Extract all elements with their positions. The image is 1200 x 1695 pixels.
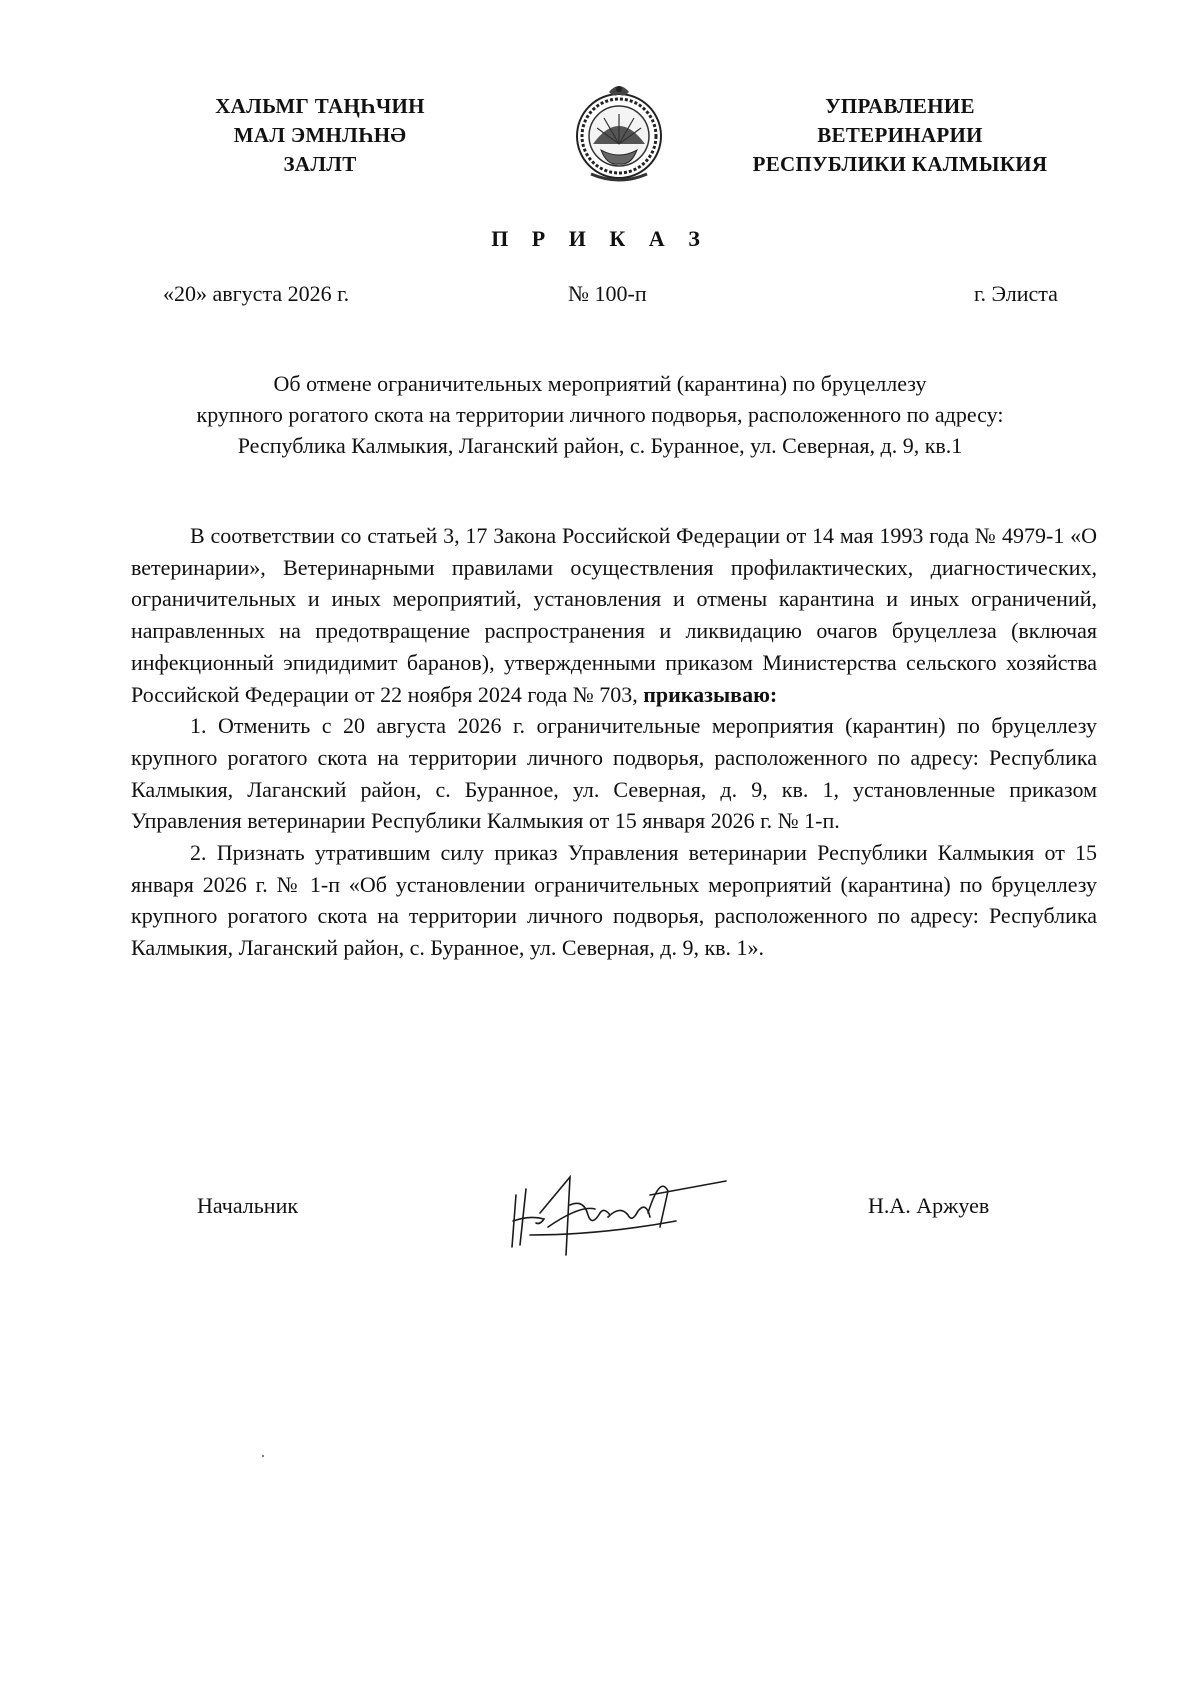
handwritten-signature-icon	[500, 1165, 740, 1260]
order-subject	[120, 368, 1080, 461]
header-left-line: ХАЛЬМГ ТАҢҺЧИН	[215, 94, 425, 118]
preamble-text: В соответствии со статьей 3, 17 Закона Российской Федерации от 14 мая 1993 года № 4979-1 «О ветеринарии», Ветеринарными правилами осуществления профилактических, диагностических, ограничительных и иных мероприятий, установления и отмены карантина и иных ограничений, направленных на предотвращение распространения и ликвидацию очагов бруцеллеза (включая инфекционный эпидидимит баранов), утвержденными приказом Министерства сельского хозяйства Российской Федерации от 22 ноября 2024 года № 703,	[131, 523, 1097, 707]
header-right-line: РЕСПУБЛИКИ КАЛМЫКИЯ	[752, 152, 1048, 176]
scan-speck	[262, 1455, 264, 1457]
header-kalmyk-org-name	[195, 92, 445, 179]
subject-line: крупного рогатого скота на территории личного подворья, расположенного по адресу:	[196, 402, 1004, 427]
order-item-2: 2. Признать утратившим силу приказ Управления ветеринарии Республики Калмыкия от 15 января 2026 г. № 1-п «Об установлении ограничительных мероприятий (карантина) по бруцеллезу крупного рогатого скота на территории личного подворья, расположенного по адресу: Республика Калмыкия, Лаганский район, с. Буранное, ул. Северная, д. 9, кв. 1».	[131, 840, 1097, 961]
republic-of-kalmykia-emblem-icon	[571, 78, 667, 186]
subject-line: Республика Калмыкия, Лаганский район, с. Буранное, ул. Северная, д. 9, кв.1	[237, 433, 963, 458]
preamble-paragraph	[131, 520, 1097, 710]
subject-line: Об отмене ограничительных мероприятий (карантина) по бруцеллезу	[273, 371, 927, 396]
order-number: № 100-п	[568, 281, 647, 306]
order-city: г. Элиста	[974, 281, 1058, 306]
order-body	[131, 520, 1097, 964]
header-right-line: ВЕТЕРИНАРИИ	[817, 123, 983, 147]
order-item-1: 1. Отменить с 20 августа 2026 г. ограничительные мероприятия (карантин) по бруцеллезу крупного рогатого скота на территории личного подворья, расположенного по адресу: Республика Калмыкия, Лаганский район, с. Буранное, ул. Северная, д. 9, кв. 1, установленные приказом Управления ветеринарии Республики Калмыкия от 15 января 2026 г. № 1-п.	[131, 713, 1097, 834]
header-left-line: МАЛ ЭМНЛҺНӘ	[233, 123, 407, 147]
order-word: приказываю:	[643, 681, 778, 707]
header-russian-org-name	[725, 92, 1075, 179]
header-right-line: УПРАВЛЕНИЕ	[825, 94, 975, 118]
signatory-name: Н.А. Аржуев	[868, 1193, 990, 1218]
document-type-title: П Р И К А З	[491, 226, 709, 251]
header-left-line: ЗАЛЛТ	[283, 152, 357, 176]
signatory-position: Начальник	[197, 1193, 299, 1218]
order-date: «20» августа 2026 г.	[163, 281, 350, 306]
